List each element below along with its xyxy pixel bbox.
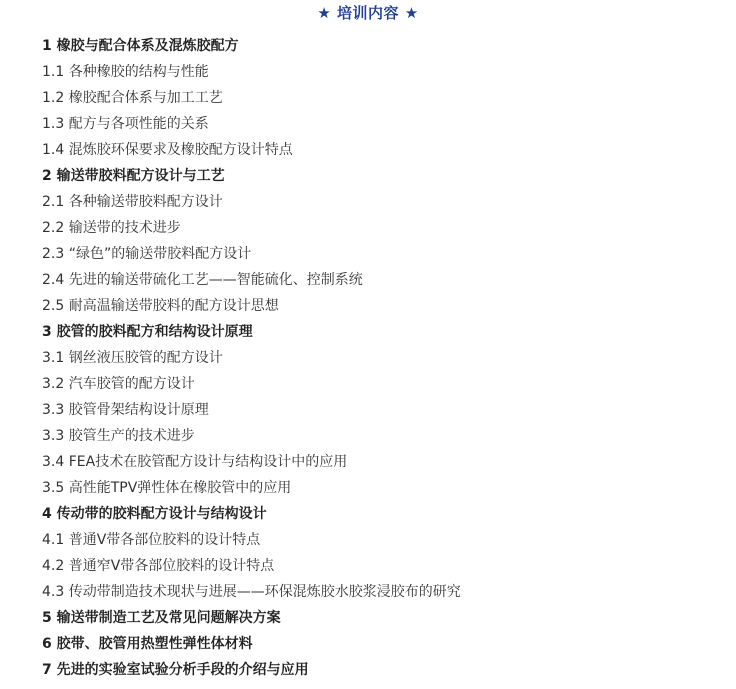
list-item: 3.3 胶管骨架结构设计原理 (42, 402, 209, 418)
list-item: 4.1 普通V带各部位胶料的设计特点 (42, 532, 261, 548)
list-item: 4.2 普通窄V带各部位胶料的设计特点 (42, 558, 275, 574)
list-item: 2.1 各种输送带胶料配方设计 (42, 194, 223, 210)
list-item: 1 橡胶与配合体系及混炼胶配方 (42, 38, 239, 54)
list-item: 3.2 汽车胶管的配方设计 (42, 376, 195, 392)
page-title: ★ 培训内容 ★ (317, 4, 419, 22)
list-item: 2.5 耐高温输送带胶料的配方设计思想 (42, 298, 279, 314)
list-item: 1.3 配方与各项性能的关系 (42, 116, 209, 132)
list-item: 2.2 输送带的技术进步 (42, 220, 181, 236)
list-item: 3.5 高性能TPV弹性体在橡胶管中的应用 (42, 480, 292, 496)
list-item: 2 输送带胶料配方设计与工艺 (42, 168, 225, 184)
list-item: 4 传动带的胶料配方设计与结构设计 (42, 506, 267, 522)
list-item: 7 先进的实验室试验分析手段的介绍与应用 (42, 662, 309, 678)
training-outline-list (42, 33, 732, 683)
list-item: 3.4 FEA技术在胶管配方设计与结构设计中的应用 (42, 454, 348, 470)
list-item: 3.3 胶管生产的技术进步 (42, 428, 195, 444)
list-item: 3 胶管的胶料配方和结构设计原理 (42, 324, 253, 340)
list-item: 4.3 传动带制造技术现状与进展——环保混炼胶水胶浆浸胶布的研究 (42, 584, 461, 600)
list-item: 1.2 橡胶配合体系与加工工艺 (42, 90, 223, 106)
list-item: 2.4 先进的输送带硫化工艺——智能硫化、控制系统 (42, 272, 363, 288)
list-item: 1.4 混炼胶环保要求及橡胶配方设计特点 (42, 142, 293, 158)
list-item: 5 输送带制造工艺及常见问题解决方案 (42, 610, 281, 626)
list-item: 6 胶带、胶管用热塑性弹性体材料 (42, 636, 253, 652)
list-item: 2.3 “绿色”的输送带胶料配方设计 (42, 246, 252, 262)
list-item: 1.1 各种橡胶的结构与性能 (42, 64, 209, 80)
list-item: 3.1 钢丝液压胶管的配方设计 (42, 350, 223, 366)
